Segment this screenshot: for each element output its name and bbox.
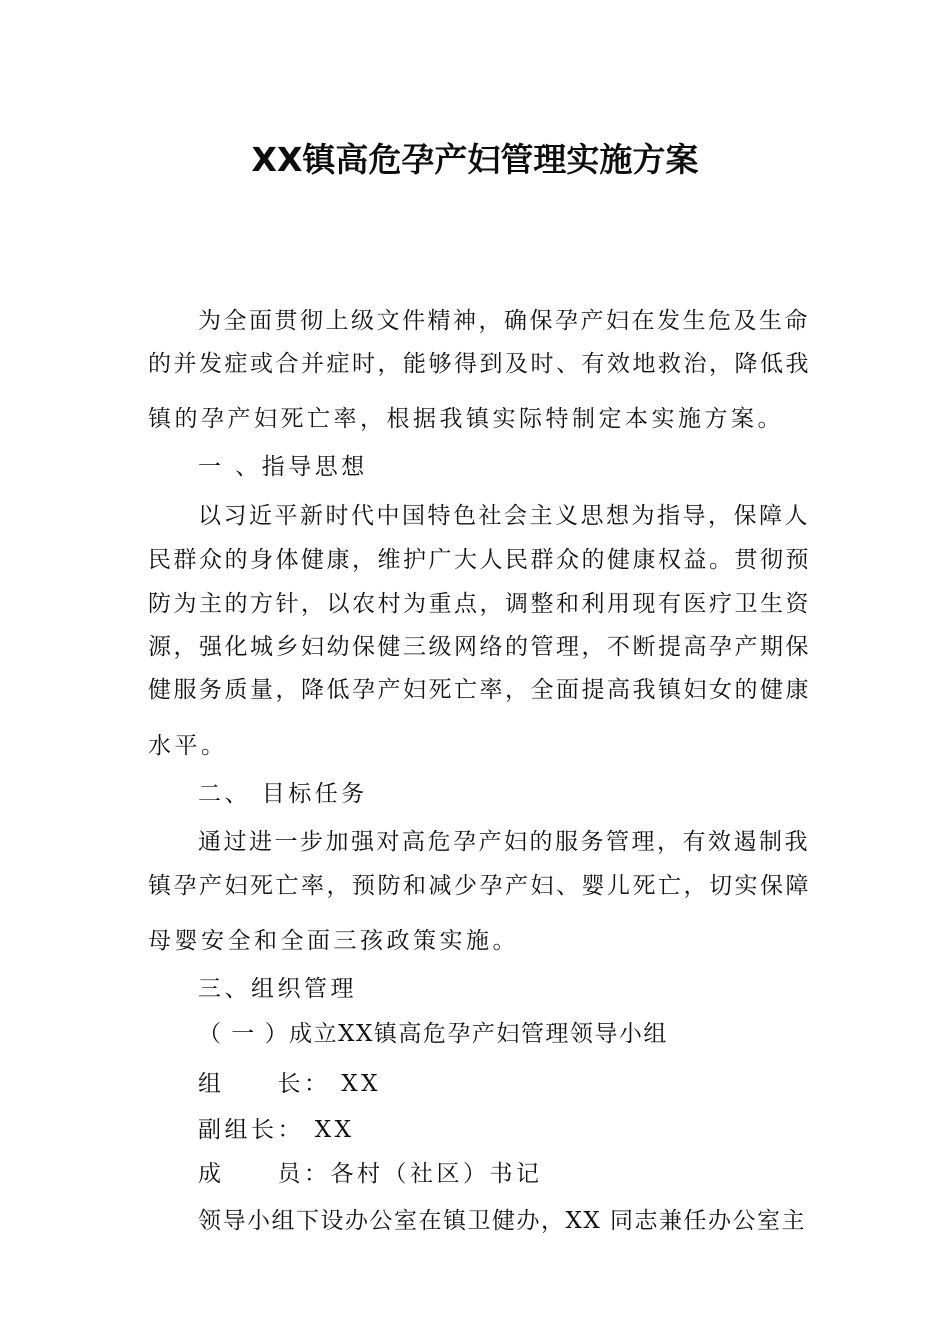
document-title: XX镇高危孕产妇管理实施方案 [251,140,699,179]
paragraph-line: 源，强化城乡妇幼保健三级网络的管理，不断提高孕产期保 [148,634,811,660]
paragraph-line: 领导小组下设办公室在镇卫健办，XX 同志兼任办公室主 [198,1208,807,1234]
paragraph-line: 为全面贯彻上级文件精神，确保孕产妇在发生危及生命 [198,308,810,334]
paragraph-line: 镇孕产妇死亡率，预防和减少孕产妇、婴儿死亡，切实保障 [148,873,811,899]
paragraph-line: 镇的孕产妇死亡率，根据我镇实际特制定本实施方案。 [148,406,784,432]
paragraph-line: 以习近平新时代中国特色社会主义思想为指导，保障人 [198,503,810,529]
subsection-heading: （ 一 ）成立XX镇高危孕产妇管理领导小组 [198,1021,668,1047]
paragraph-line: 防为主的方针，以农村为重点，调整和利用现有医疗卫生资 [148,591,811,617]
roster-line: 副组长： XX [198,1117,355,1143]
paragraph-line: 健服务质量，降低孕产妇死亡率，全面提高我镇妇女的健康 [148,677,811,703]
section-heading: 一 、指导思想 [198,454,368,480]
section-heading: 三、组织管理 [198,976,357,1002]
roster-line: 组 长： XX [198,1071,382,1097]
paragraph-line: 水平。 [148,733,228,759]
paragraph-line: 通过进一步加强对高危孕产妇的服务管理，有效遏制我 [198,829,810,855]
section-heading: 二、 目标任务 [198,781,368,807]
roster-line: 成 员：各村（社区）书记 [198,1161,543,1187]
paragraph-line: 的并发症或合并症时，能够得到及时、有效地救治，降低我 [148,351,811,377]
paragraph-line: 母婴安全和全面三孩政策实施。 [148,928,519,954]
paragraph-line: 民群众的身体健康，维护广大人民群众的健康权益。贯彻预 [148,547,811,573]
